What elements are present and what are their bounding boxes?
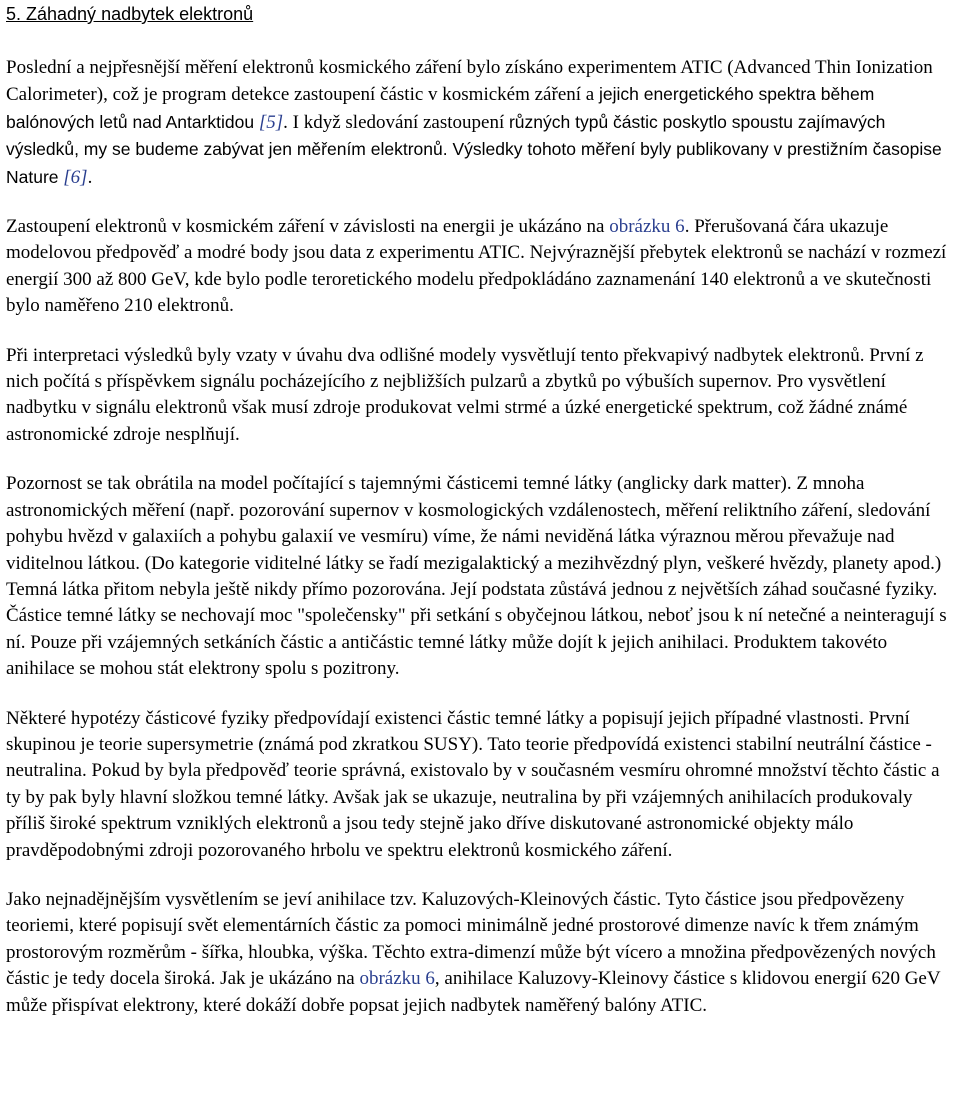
- paragraph-interpretation: Při interpretaci výsledků byly vzaty v úvahu dva odlišné modely vysvětlují tento překvapivý nadbytek elektronů. První z nich počítá s příspěvkem signálu pocházejícího z nejbližších pulzarů a zbytků po výbuších supernov. Pro vysvětlení nadbytku v signálu elektronů však musí zdroje produkovat velmi strmé a úzké energetické spektrum, což žádné známé astronomické zdroje nesplňují.: [6, 344, 924, 445]
- paragraph-dark-matter: Pozornost se tak obrátila na model počítající s tajemnými částicemi temné látky (anglicky dark matter). Z mnoha astronomických měření (např. pozorování supernov v kosmologických vzdálenostech, měření reliktního záření, sledování pohybu hvězd v galaxiích a pohybu galaxií ve vesmíru) víme, že námi neviděná látka výraznou měrou převažuje nad viditelnou látkou. (Do kategorie viditelné látky se řadí mezigalaktický a mezihvězdný plyn, veškeré hvězdy, planety apod.) Temná látka přitom nebyla ještě nikdy přímo pozorována. Její podstata zůstává jednou z největších záhad současné fyziky. Částice temné látky se nechovají moc "společensky" při setkání s obyčejnou látkou, neboť jsou k ní netečné a neinteragují s ní. Pouze při vzájemných setkáních částic a antičástic temné látky může dojít k jejich anihilaci. Produktem takovéto anihilace se mohou stát elektrony spolu s pozitrony.: [6, 473, 947, 680]
- figure-6-link[interactable]: obrázku 6: [359, 968, 435, 990]
- paragraph-text: Zastoupení elektronů v kosmickém záření v závislosti na energii je ukázáno na: [6, 216, 610, 238]
- paragraph-text-sans: jejich energetického spektra během balónových letů nad Antarktidou: [6, 84, 875, 132]
- paragraph-text: . Přerušovaná čára ukazuje modelovou předpověď a modré body jsou data z experimentu ATIC. Nejvýraznější přebytek elektronů se nachází v rozmezí energií 300 až 800 GeV, kde bylo podle teroretického modelu předpokládáno zaznamenání 140 elektronů a ve skutečnosti bylo naměřeno 210 elektronů.: [6, 216, 947, 317]
- paragraph-atic-intro: [6, 55, 954, 191]
- paragraph-text: , anihilace Kaluzovy-Kleinovy částice s klidovou energií 620 GeV může přispívat elektrony, které dokáží dobře popsat jejich nadbytek naměřený balóny ATIC.: [6, 968, 941, 1016]
- paragraph-text: Poslední a nejpřesnější měření elektronů kosmického záření bylo získáno experimentem ATIC (Advanced Thin Ionization Calorimeter), což je program detekce zastoupení částic v kosmickém záření a: [6, 57, 933, 106]
- citation-link-5[interactable]: [5]: [258, 111, 284, 133]
- citation-link-6[interactable]: [6]: [63, 166, 88, 188]
- figure-6-link[interactable]: obrázku 6: [609, 216, 685, 238]
- paragraph-text: .: [87, 166, 93, 188]
- paragraph-text: . I když sledování zastoupení: [283, 111, 509, 133]
- paragraph-text-sans: různých typů částic poskytlo spoustu zajímavých výsledků, my se budeme zabývat jen měřením elektronů. Výsledky tohoto měření byly publikovany v prestižním časopise Nature: [6, 111, 942, 187]
- section-heading: 5. Záhadný nadbytek elektronů: [6, 4, 254, 24]
- paragraph-supersymmetry: Některé hypotézy částicové fyziky předpovídají existenci částic temné látky a popisují jejich případné vlastnosti. První skupinou je teorie supersymetrie (známá pod zkratkou SUSY). Tato teorie předpovídá existenci stabilní neutrální částice - neutralina. Pokud by byla předpověď teorie správná, existovalo by v současném vesmíru ohromné množství těchto částic a ty by pak byly hlavní složkou temné látky. Avšak jak se ukazuje, neutralina by při vzájemných anihilacích produkovaly příliš široké spektrum vzniklých elektronů a jsou tedy stejně jako dříve diskutované astronomické objekty málo pravděpodobnými zdroji pozorovaného hrbolu ve spektru elektronů kosmického záření.: [6, 707, 940, 861]
- paragraph-text: Jako nejnadějnějším vysvětlením se jeví anihilace tzv. Kaluzových-Kleinových částic. Tyto částice jsou předpovězeny teoriemi, které popisují svět elementárních částic za pomoci minimálně jedné prostorové dimenze navíc k třem známým prostorovým rozměrům - šířka, hloubka, výška. Těchto extra-dimenzí může být vícero a množina předpovězených nových částic je tedy docela široká. Jak je ukázáno na: [6, 888, 936, 990]
- paragraph-kaluza-klein: [6, 887, 954, 1019]
- paragraph-electron-abundance: [6, 214, 954, 320]
